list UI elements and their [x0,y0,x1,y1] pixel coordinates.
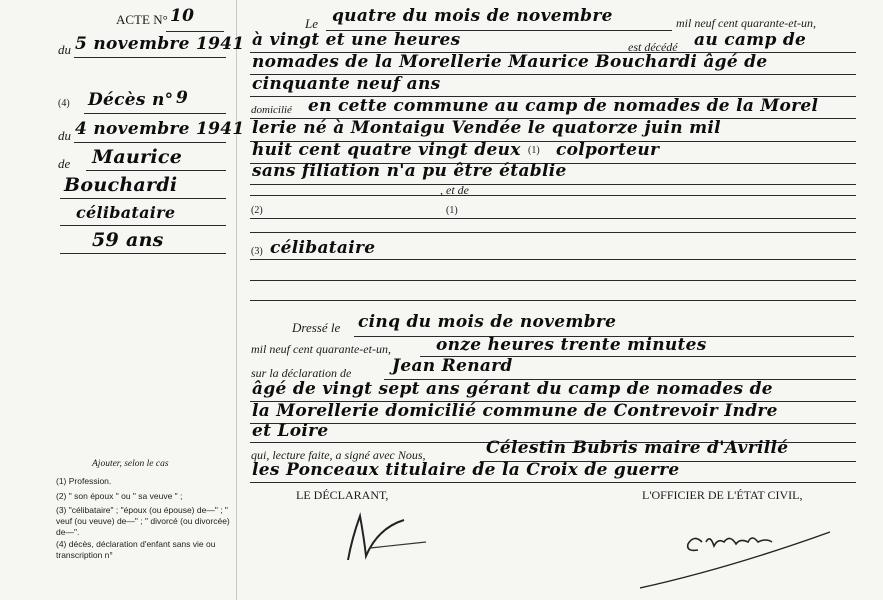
deceased-first-name: Maurice [92,146,183,168]
note-mark-3: (3) [251,246,263,257]
line-8 [250,184,856,185]
domicile-hw-1: en cette commune au camp de nomades de la Morel [308,96,819,116]
line-19 [250,423,856,424]
name-line-1 [86,170,226,171]
declarant-name-hw: Jean Renard [392,356,513,376]
death-hour-hw: à vingt et une heures [252,30,461,50]
declarant-detail-hw-3: et Loire [252,421,329,441]
place-hw-2: nomades de la Morellerie Maurice Bouchardi âgé de [252,52,768,72]
deceased-age: 59 ans [92,229,164,251]
acte-date-line [74,57,226,58]
note-4: (4) décès, déclaration d'enfant sans vie ou transcription n° [56,539,216,560]
deces-label: Décès n° [88,90,174,110]
domicile-label: domicilié [251,104,292,116]
status-line [60,225,226,226]
line-9 [250,195,856,196]
note-3: (3) "célibataire" ; "époux (ou épouse) de—" ; " veuf (ou veuve) de—" ; " divorcé (ou divorcée) de—". [56,505,230,537]
deces-line [84,113,226,114]
declarant-signature-mark [330,498,460,568]
dresse-date-hw: cinq du mois de novembre [358,312,617,332]
deceased-last-name: Bouchardi [64,174,178,196]
note-1: (1) Profession. [56,476,112,486]
deces-number: 9 [176,88,189,108]
status-hw: célibataire [270,238,376,258]
age-line [60,253,226,254]
note-mark-2: (2) [251,205,263,216]
dresse-label: Dressé le [292,320,341,335]
line-14 [250,300,856,301]
lecture-label: qui, lecture faite, a signé avec Nous, [251,448,426,462]
deceased-status: célibataire [76,203,176,222]
name-line-2 [60,198,226,199]
officier-footer: L'OFFICIER DE L'ÉTAT CIVIL, [642,488,803,502]
acte-number-line [166,31,224,32]
birth-hw: huit cent quatre vingt deux [252,140,521,160]
note-mark-1b: (1) [446,205,458,216]
note-2: (2) " son époux " ou " sa veuve " ; [56,491,183,501]
age-hw: cinquante neuf ans [252,74,441,94]
place-hw-1: au camp de [694,30,807,50]
deces-date: 4 novembre 1941 [75,119,245,139]
declarant-detail-hw-2: la Morellerie domicilié commune de Contrevoir Indre [252,401,778,421]
sur-label: sur la déclaration de [251,366,352,380]
deces-date-line [74,142,226,143]
de-label: de [58,156,71,171]
du-label: du [58,42,71,57]
officer-signature-mark [640,512,840,592]
du2-label: du [58,128,71,143]
line-12 [250,259,856,260]
filiation-hw: sans filiation n'a pu être établie [252,161,567,181]
est-decede-label: est décédé [628,40,678,54]
notes-title: Ajouter, selon le cas [92,459,169,469]
note-mark-1: (1) [528,145,540,156]
declarant-footer: LE DÉCLARANT, [296,488,389,502]
death-date-hw: quatre du mois de novembre [332,6,613,26]
le-label: Le [305,16,318,31]
dresse-hour-hw: onze heures trente minutes [436,335,707,355]
year-printed: mil neuf cent quarante-et-un, [676,16,816,30]
acte-label: ACTE N° [116,12,168,27]
line-11 [250,232,856,233]
line-22 [250,482,856,483]
officer-name-hw: Célestin Bubris maire d'Avrillé [486,438,789,458]
profession-hw: colporteur [556,140,660,160]
line-10 [250,218,856,219]
domicile-hw-2: lerie né à Montaigu Vendée le quatorze juin mil [252,118,721,138]
acte-number: 10 [170,6,195,26]
year2-printed: mil neuf cent quarante-et-un, [251,342,391,356]
acte-date: 5 novembre 1941 [75,34,245,54]
et-de-label: , et de [440,183,469,197]
line-13 [250,280,856,281]
officer-title-hw: les Ponceaux titulaire de la Croix de guerre [252,460,680,480]
note-mark-4: (4) [58,98,70,109]
declarant-detail-hw: âgé de vingt sept ans gérant du camp de nomades de [252,379,773,399]
